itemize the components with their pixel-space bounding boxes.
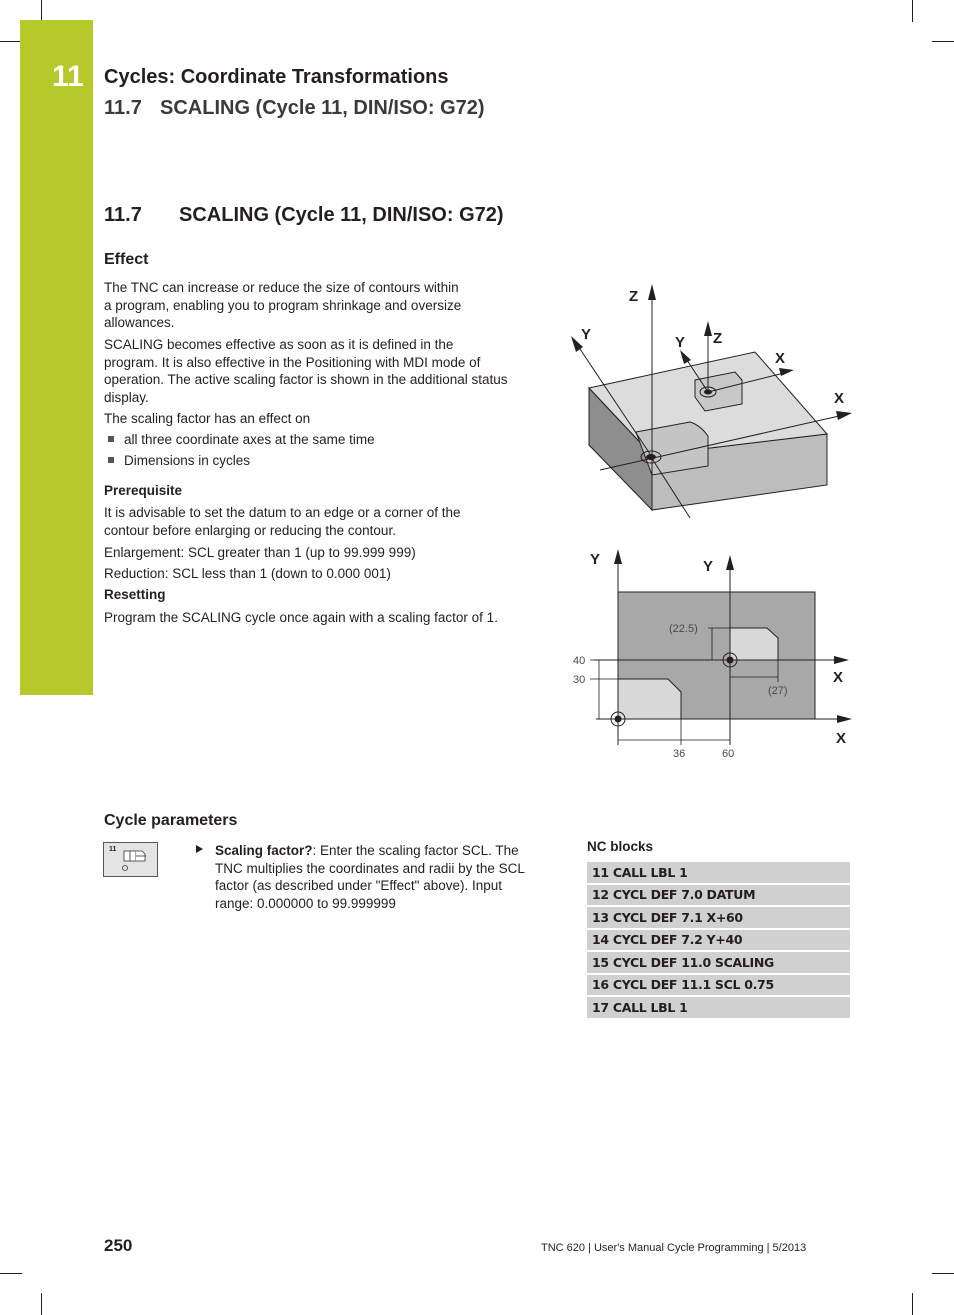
original-contour [618, 679, 681, 719]
effect-heading: Effect [104, 251, 149, 268]
crop-mark [912, 0, 913, 22]
table-cell: 17 CALL LBL 1 [587, 996, 850, 1019]
cycle-softkey-icon [103, 842, 158, 877]
crop-mark [0, 41, 22, 42]
running-header-section-number: 11.7 [104, 97, 142, 119]
dimension-label: (22.5) [669, 623, 698, 635]
arrow-icon [648, 284, 656, 300]
axis-label: Y [703, 558, 714, 575]
axis-label: Y [675, 334, 686, 351]
arrow-icon [680, 350, 691, 364]
running-header-section [104, 97, 485, 120]
page-number: 250 [104, 1236, 133, 1255]
running-header-title: Cycles: Coordinate Transformations [104, 66, 449, 88]
dimension-label: 60 [722, 748, 735, 760]
arrow-icon [614, 549, 622, 564]
bullet-icon [108, 436, 114, 442]
table-cell: 16 CYCL DEF 11.1 SCL 0.75 [587, 974, 850, 997]
crop-mark [912, 1293, 913, 1315]
text-line: operation. The active scaling factor is shown in the additional status [104, 372, 508, 387]
table-row [587, 974, 850, 997]
axis-label: X [775, 350, 786, 367]
text-line: The TNC can increase or reduce the size of contours within [104, 280, 459, 295]
scaling-icon [116, 848, 154, 873]
table-row [587, 862, 850, 884]
resetting-text: Program the SCALING cycle once again with a scaling factor of 1. [104, 610, 498, 625]
nc-blocks-heading: NC blocks [587, 839, 654, 854]
text-line: contour before enlarging or reducing the contour. [104, 522, 396, 538]
dimension-label: 36 [673, 748, 686, 760]
crop-mark [932, 1273, 954, 1274]
axis-label: Z [713, 330, 723, 347]
softkey-label: 11 [109, 846, 117, 853]
scaled-contour [730, 628, 778, 660]
crop-mark [41, 1293, 42, 1315]
table-row [587, 951, 850, 974]
arrow-icon [704, 321, 712, 336]
text-line: range: 0.000000 to 99.999999 [215, 895, 396, 911]
table-row [587, 929, 850, 952]
reduction-text: Reduction: SCL less than 1 (down to 0.000 001) [104, 566, 391, 581]
nc-blocks-table [587, 862, 850, 1020]
text-line: display. [104, 389, 149, 405]
bullet-item [108, 453, 250, 468]
cycle-parameters-heading: Cycle parameters [104, 812, 238, 829]
parameter-description [215, 842, 555, 912]
axis-label: X [836, 730, 847, 747]
text-line: program. It is also effective in the Positioning with MDI mode of [104, 354, 481, 370]
prerequisite-heading: Prerequisite [104, 483, 183, 498]
chapter-tab [20, 20, 93, 695]
text-line: factor (as described under "Effect" above). Input [215, 878, 502, 893]
axis-label: Y [590, 551, 601, 568]
table-cell: 14 CYCL DEF 7.2 Y+40 [587, 929, 850, 952]
parameter-arrow-icon [196, 845, 203, 853]
section-title [104, 204, 504, 227]
running-header-section-title: SCALING (Cycle 11, DIN/ISO: G72) [160, 97, 485, 119]
bullet-icon [108, 457, 114, 463]
arrow-icon [834, 656, 849, 664]
footer-text: TNC 620 | User's Manual Cycle Programming | 5/2013 [541, 1242, 807, 1254]
bullet-item [108, 432, 375, 447]
table-row [587, 996, 850, 1019]
prerequisite-paragraph [104, 504, 549, 539]
effect-paragraph-2 [104, 336, 549, 406]
text-line: SCALING becomes effective as soon as it is defined in the [104, 337, 454, 352]
bullet-text: Dimensions in cycles [124, 453, 251, 468]
table-cell: 15 CYCL DEF 11.0 SCALING [587, 951, 850, 974]
figure-3d-workpiece [560, 280, 860, 520]
bullet-text: all three coordinate axes at the same time [124, 432, 375, 447]
crop-mark [0, 1273, 22, 1274]
dimension-label: 40 [573, 655, 586, 667]
arrow-icon [837, 715, 852, 723]
section-title-text: SCALING (Cycle 11, DIN/ISO: G72) [179, 204, 504, 226]
axis-label: Z [629, 288, 639, 305]
parameter-name: Scaling factor? [215, 843, 313, 858]
resetting-heading: Resetting [104, 587, 166, 602]
arrow-icon [836, 411, 852, 420]
text-line [215, 842, 555, 860]
table-cell: 11 CALL LBL 1 [587, 862, 850, 884]
axis-label: X [834, 390, 845, 407]
table-row [587, 884, 850, 907]
dimension-label: (27) [768, 685, 788, 697]
crop-mark [932, 41, 954, 42]
table-cell: 13 CYCL DEF 7.1 X+60 [587, 906, 850, 929]
arrow-icon [726, 555, 734, 570]
arrow-icon [779, 368, 794, 376]
dimension-label: 30 [573, 674, 586, 686]
section-number: 11.7 [104, 204, 142, 226]
figure-2d-scaling [565, 545, 855, 767]
text-line: TNC multiplies the coordinates and radii by the SCL [215, 860, 525, 876]
enlargement-text: Enlargement: SCL greater than 1 (up to 99.999 999) [104, 545, 416, 560]
axis-label: X [833, 669, 844, 686]
effect-paragraph-3: The scaling factor has an effect on [104, 411, 311, 426]
axis-label: Y [581, 326, 592, 343]
table-cell: 12 CYCL DEF 7.0 DATUM [587, 884, 850, 907]
effect-paragraph-1 [104, 279, 549, 332]
chapter-number: 11 [52, 60, 84, 93]
text-line: It is advisable to set the datum to an edge or a corner of the [104, 505, 461, 520]
table-row [587, 906, 850, 929]
text-line: allowances. [104, 315, 175, 330]
text-fragment: : Enter the scaling factor SCL. The [312, 843, 519, 858]
text-line: a program, enabling you to program shrinkage and oversize [104, 297, 462, 313]
crop-mark [41, 0, 42, 22]
